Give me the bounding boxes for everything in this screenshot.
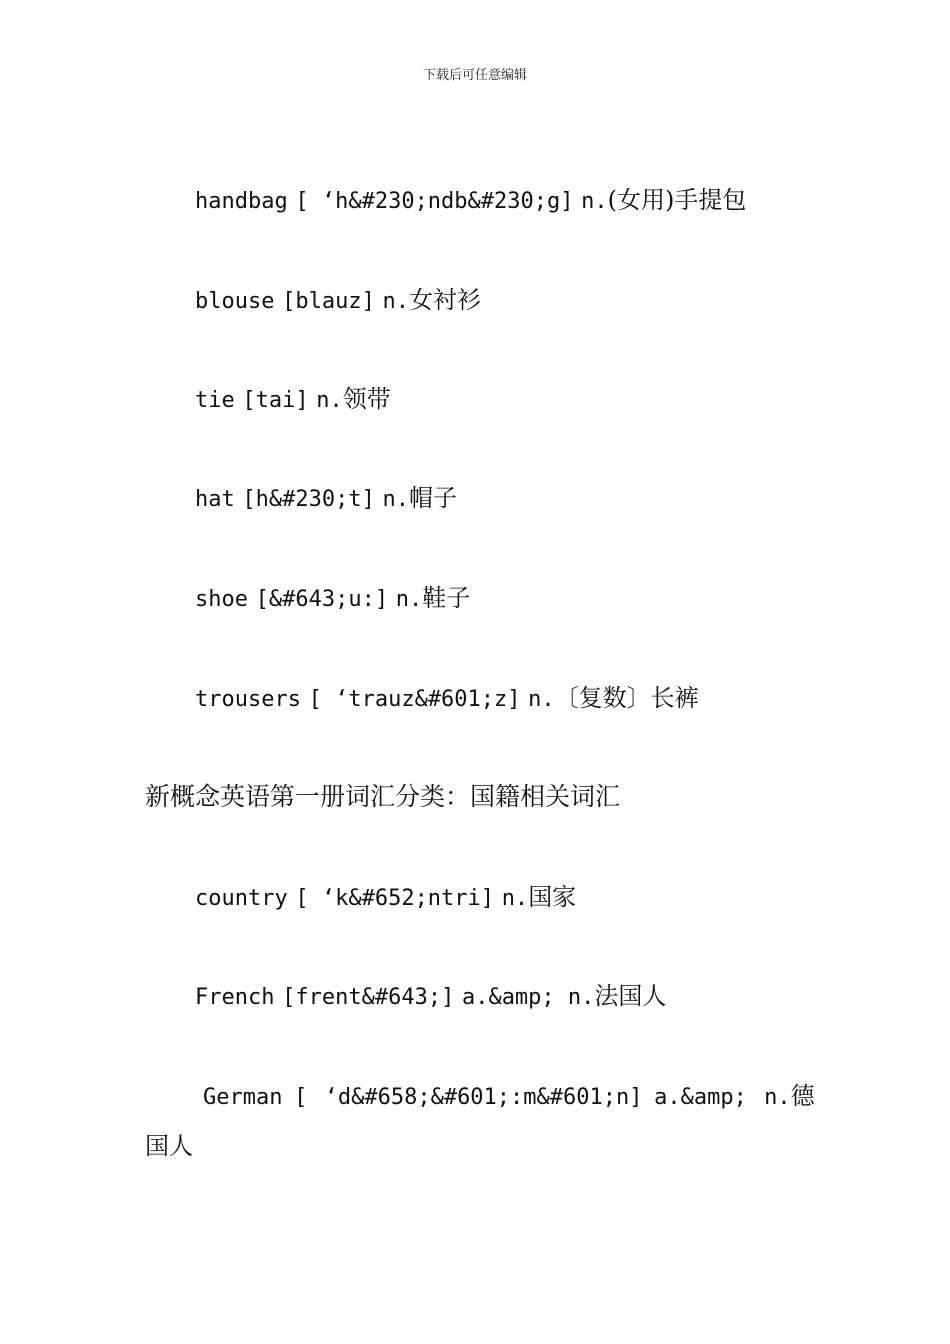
vocab-pos: n. [528, 687, 555, 712]
vocab-line [0, 978, 950, 1016]
vocab-meaning: 国家 [528, 883, 577, 911]
vocab-line [0, 282, 950, 320]
vocab-word: tie [195, 388, 235, 413]
vocab-line [0, 879, 950, 917]
vocab-pos: a.&amp; n. [461, 985, 595, 1010]
section-heading: 新概念英语第一册词汇分类：国籍相关词汇 [145, 782, 621, 811]
vocab-meaning: 帽子 [408, 484, 457, 512]
page-header: 下载后可任意编辑 [422, 68, 527, 83]
vocab-pos: n. [316, 388, 343, 413]
vocab-pos: a.&amp; n. [654, 1085, 791, 1110]
vocab-word: trousers [195, 687, 301, 712]
vocab-line [0, 580, 950, 618]
vocab-word: handbag [195, 189, 288, 214]
vocab-line [0, 480, 950, 518]
vocab-pos: n. [581, 189, 608, 214]
vocab-word: French [195, 985, 275, 1010]
vocab-phonetic: [h&#230;t] [242, 487, 375, 512]
vocab-line [0, 680, 950, 718]
vocab-word: German [203, 1085, 283, 1110]
vocab-word: country [195, 886, 288, 911]
vocab-meaning: 法国人 [594, 982, 667, 1010]
vocab-meaning: 鞋子 [422, 584, 471, 612]
vocab-word: hat [195, 487, 235, 512]
vocab-line [0, 1078, 950, 1116]
vocab-phonetic: [ ‘d&#658;&#601;:m&#601;n] [294, 1085, 643, 1110]
vocab-phonetic: [blauz] [282, 289, 375, 314]
vocab-phonetic: [tai] [242, 388, 309, 413]
vocab-phonetic: [ ‘h&#230;ndb&#230;g] [295, 189, 574, 214]
vocab-pos: n. [395, 587, 423, 612]
vocab-line [0, 182, 950, 220]
vocab-meaning: 德 [790, 1082, 815, 1110]
vocab-word: blouse [195, 289, 275, 314]
vocab-line [0, 381, 950, 419]
vocab-meaning-continuation: 国人 [145, 1132, 193, 1160]
vocab-word: shoe [195, 587, 248, 612]
vocab-phonetic: [ ‘k&#652;ntri] [295, 886, 495, 911]
vocab-phonetic: [ ‘trauz&#601;z] [308, 687, 521, 712]
vocab-meaning: 〔复数〕长裤 [554, 684, 699, 712]
vocab-phonetic: [&#643;u:] [255, 587, 389, 612]
vocab-meaning: 女衬衫 [408, 286, 481, 314]
vocab-pos: n. [382, 289, 409, 314]
vocab-meaning: (女用)手提包 [607, 186, 747, 214]
vocab-phonetic: [frent&#643;] [282, 985, 455, 1010]
vocab-meaning: 领带 [342, 385, 391, 413]
vocab-pos: n. [501, 886, 529, 911]
vocab-pos: n. [382, 487, 409, 512]
